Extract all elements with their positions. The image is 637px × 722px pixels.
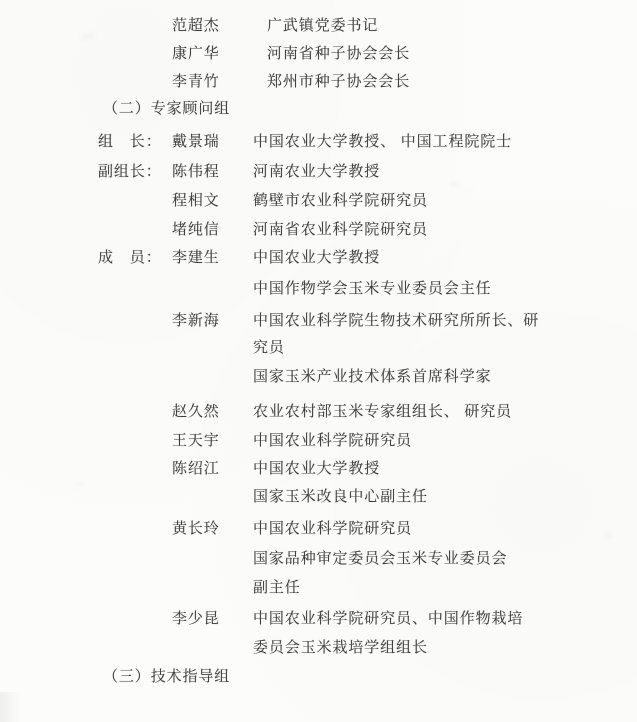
scan-smudge (448, 181, 459, 186)
person-title: 委员会玉米栽培学组组长 (253, 640, 428, 656)
person-name: 李青竹 (172, 74, 220, 90)
person-name: 康广华 (172, 46, 220, 62)
person-title: 中国农业科学院研究员 (253, 433, 413, 449)
roster-entry-row (0, 72, 637, 92)
person-name: 陈伟程 (172, 164, 220, 180)
role-label: 组 长： (98, 134, 162, 150)
person-title: 河南农业大学教授 (253, 164, 381, 180)
roster-entry-row (0, 431, 637, 451)
person-title: 中国农业科学院研究员、中国作物栽培 (253, 611, 524, 627)
role-label: 成 员： (98, 250, 162, 266)
roster-continuation-row (0, 367, 637, 387)
roster-continuation-row (0, 487, 637, 507)
person-title: 国家玉米产业技术体系首席科学家 (253, 369, 492, 385)
roster-entry-row (0, 16, 637, 36)
person-name: 堵纯信 (172, 222, 220, 238)
roster-continuation-row (0, 578, 637, 598)
roster-continuation-row (0, 638, 637, 658)
person-name: 陈绍江 (172, 461, 220, 477)
person-title: 农业农村部玉米专家组组长、 研究员 (253, 404, 513, 420)
person-title: 中国农业大学教授、 中国工程院院士 (253, 134, 513, 150)
roster-entry-row (0, 402, 637, 422)
roster-continuation-row (0, 549, 637, 569)
person-title: 河南省种子协会会长 (267, 46, 411, 62)
roster-continuation-row (0, 338, 637, 358)
person-title: 中国农业科学院研究员 (253, 521, 413, 537)
section-heading-row (0, 667, 637, 687)
person-name: 王天宇 (172, 433, 220, 449)
roster-entry-row (0, 191, 637, 211)
role-label: 副组长： (98, 164, 162, 180)
person-title: 中国农业科学院生物技术研究所所长、研 (253, 313, 540, 329)
scan-edge-shadow (0, 692, 26, 722)
roster-entry-row (0, 162, 637, 182)
person-title: 中国农业大学教授 (253, 461, 381, 477)
person-name: 李建生 (172, 250, 220, 266)
person-title: 国家品种审定委员会玉米专业委员会 (253, 551, 508, 567)
roster-continuation-row (0, 279, 637, 299)
person-title: 中国农业大学教授 (253, 250, 381, 266)
person-name: 程相文 (172, 193, 220, 209)
person-name: 赵久然 (172, 404, 220, 420)
roster-entry-row (0, 609, 637, 629)
person-title: 河南省农业科学院研究员 (253, 222, 428, 238)
person-name: 范超杰 (172, 18, 220, 34)
person-name: 戴景瑞 (172, 134, 220, 150)
roster-entry-row (0, 44, 637, 64)
roster-entry-row (0, 311, 637, 331)
person-title: 鹤壁市农业科学院研究员 (253, 193, 428, 209)
person-name: 黄长玲 (172, 521, 220, 537)
section-heading: （三）技术指导组 (103, 669, 231, 685)
roster-entry-row (0, 248, 637, 268)
person-name: 李新海 (172, 313, 220, 329)
roster-entry-row (0, 220, 637, 240)
section-heading-row (0, 99, 637, 119)
person-title: 郑州市种子协会会长 (267, 74, 411, 90)
person-title: 副主任 (253, 580, 301, 596)
roster-entry-row (0, 132, 637, 152)
person-title: 中国作物学会玉米专业委员会主任 (253, 281, 492, 297)
section-heading: （二）专家顾问组 (103, 101, 231, 117)
person-name: 李少昆 (172, 611, 220, 627)
roster-entry-row (0, 519, 637, 539)
roster-entry-row (0, 459, 637, 479)
person-title: 国家玉米改良中心副主任 (253, 489, 428, 505)
person-title: 究员 (253, 340, 285, 356)
person-title: 广武镇党委书记 (267, 18, 379, 34)
